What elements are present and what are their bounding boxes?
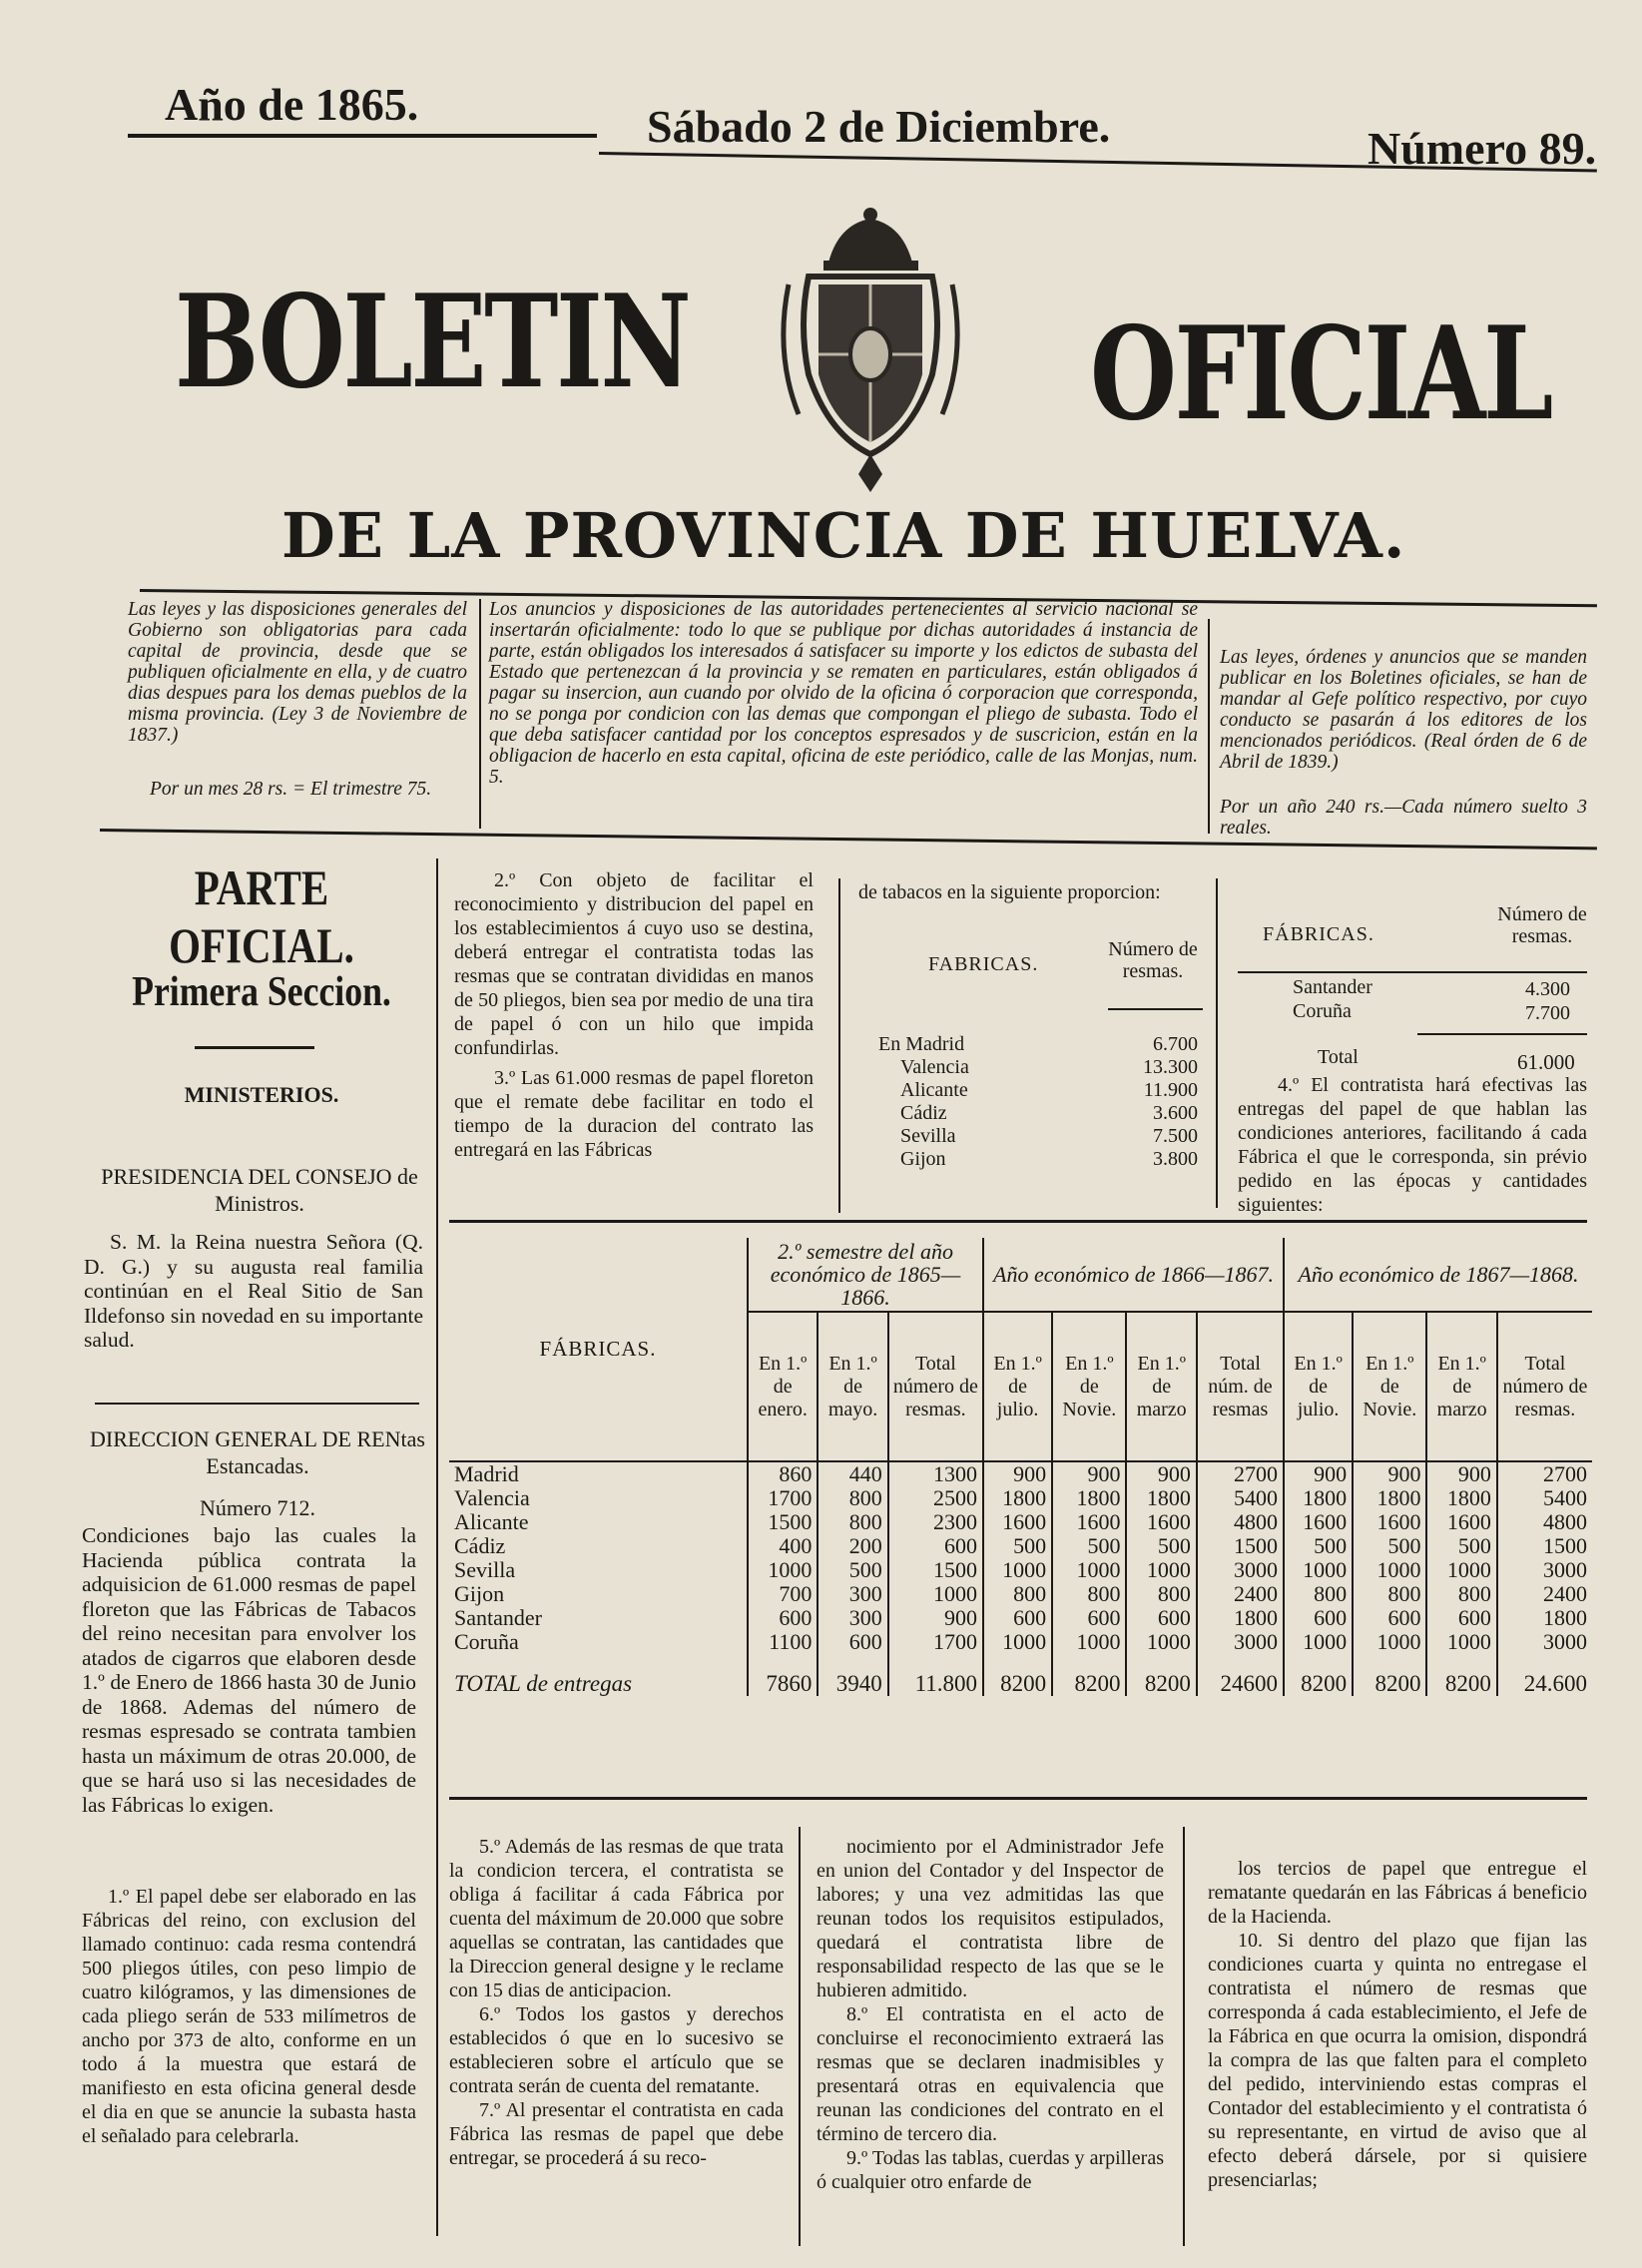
- delivery-cell: 800: [1052, 1582, 1126, 1606]
- delivery-cell: 600: [888, 1534, 983, 1558]
- delivery-cell: 1600: [1284, 1510, 1353, 1534]
- delivery-cell: 900: [983, 1461, 1052, 1486]
- paragraph: 5.º Además de las resmas de que trata la condicion tercera, el contratista se obliga á facilitar á cada Fábrica por cuenta del máximum de 20.000 que sobre aquellas se contratan, las cantidades que la Direccion general designe y le reclame con 15 dias de anticipacion.: [449, 1836, 784, 2001]
- delivery-row: [449, 1461, 1592, 1486]
- delivery-cell: 700: [748, 1582, 818, 1606]
- proportion-value: 6.700: [1153, 1033, 1198, 1055]
- delivery-cell: 1000: [748, 1558, 818, 1582]
- article-1: 1.º El papel debe ser elaborado en las Fábricas del reino, con exclusion del llamado continuo: cada resma contendrá 500 pliegos útiles, con peso limpio de cuatro kilógramos, y las dimensiones de cada pliego serán de 533 milímetros de ancho por 373 de alto, conforme en un todo á la muestra que estará de manifiesto en esta oficina general desde el dia en que se anuncie la subasta hasta el señalado para celebrarla.: [82, 1886, 416, 2147]
- delivery-subcol: En 1.º de marzo: [1426, 1312, 1496, 1461]
- delivery-cell: 1800: [1284, 1486, 1353, 1510]
- delivery-cell: 900: [1126, 1461, 1196, 1486]
- delivery-factory-name: Sevilla: [454, 1557, 516, 1582]
- proportion2-col-number: Número de resmas.: [1497, 903, 1587, 947]
- proportion2-total-label: Total: [1318, 1046, 1359, 1068]
- delivery-cell: 1700: [888, 1630, 983, 1654]
- delivery-cell: 600: [748, 1606, 818, 1630]
- delivery-total-label: TOTAL de entregas: [454, 1671, 633, 1696]
- proportion-row: [878, 1056, 1198, 1079]
- delivery-cell: 1300: [888, 1461, 983, 1486]
- delivery-cell: 1000: [983, 1558, 1052, 1582]
- articles-9-10: [1208, 1857, 1587, 2192]
- delivery-cell: 1600: [1426, 1510, 1496, 1534]
- delivery-total-cell: 24.600: [1497, 1654, 1592, 1696]
- issue-date: Sábado 2 de Diciembre.: [647, 101, 1111, 152]
- delivery-subcol: Total núm. de resmas: [1197, 1312, 1284, 1461]
- proportion-table: [878, 1033, 1198, 1171]
- delivery-total-cell: 24600: [1197, 1654, 1284, 1696]
- proportion-col-factories: FABRICAS.: [928, 953, 1039, 975]
- delivery-cell: 500: [818, 1558, 887, 1582]
- table-bottom-rule: [449, 1797, 1587, 1800]
- delivery-total-cell: 3940: [818, 1654, 887, 1696]
- delivery-cell: 800: [818, 1486, 887, 1510]
- proportion-name: Sevilla: [900, 1125, 956, 1147]
- delivery-cell: 2400: [1497, 1582, 1592, 1606]
- delivery-factory-name: Alicante: [454, 1509, 529, 1534]
- proportion2-name: Coruña: [1293, 1000, 1352, 1022]
- proportion-name: En Madrid: [878, 1033, 965, 1055]
- delivery-cell: 600: [1284, 1606, 1353, 1630]
- bottom-divider-1: [799, 1827, 801, 2246]
- section-ornament: [195, 1046, 314, 1049]
- proportion-row: [878, 1033, 1198, 1056]
- delivery-subcol: En 1.º de julio.: [1284, 1312, 1353, 1461]
- delivery-cell: 300: [818, 1606, 887, 1630]
- delivery-cell: 1500: [748, 1510, 818, 1534]
- masthead-title-right: OFICIAL: [1090, 299, 1552, 449]
- delivery-group-2: Año económico de 1866—1867.: [983, 1238, 1284, 1312]
- delivery-cell: 1800: [1497, 1606, 1592, 1630]
- delivery-subcol: En 1.º de Novie.: [1052, 1312, 1126, 1461]
- proportion2-name: Santander: [1293, 976, 1372, 998]
- issue-number: Número 89.: [1368, 123, 1597, 174]
- masthead-title-left: BOLETIN: [175, 268, 690, 417]
- delivery-cell: 2300: [888, 1510, 983, 1534]
- delivery-cell: 1600: [1353, 1510, 1426, 1534]
- article-4: 4.º El contratista hará efectivas las entregas del papel de que hablan las condiciones anteriores, facilitando á cada Fábrica el que le corresponda, sin prévio pedido en las épocas y cantidades siguientes:: [1238, 1074, 1587, 1216]
- delivery-total-cell: 7860: [748, 1654, 818, 1696]
- delivery-cell: 600: [1126, 1606, 1196, 1630]
- proportion-col-number: Número de resmas.: [1108, 938, 1198, 982]
- delivery-cell: 1000: [1126, 1558, 1196, 1582]
- delivery-cell: 860: [748, 1461, 818, 1486]
- delivery-row: [449, 1630, 1592, 1654]
- delivery-total-cell: 8200: [983, 1654, 1052, 1696]
- proportion-value: 13.300: [1143, 1056, 1198, 1078]
- delivery-cell: 1100: [748, 1630, 818, 1654]
- delivery-cell: 1800: [1126, 1486, 1196, 1510]
- delivery-cell: 900: [1052, 1461, 1126, 1486]
- notice-divider-1: [479, 599, 481, 829]
- delivery-cell: 600: [818, 1630, 887, 1654]
- delivery-cell: 440: [818, 1461, 887, 1486]
- delivery-table-body: [449, 1461, 1592, 1696]
- delivery-cell: 4800: [1197, 1510, 1284, 1534]
- royal-news: S. M. la Reina nuestra Señora (Q. D. G.) y su augusta real familia continúan en el Real Sitio de San Ildefonso sin novedad en su importante salud.: [84, 1230, 423, 1352]
- bottom-divider-2: [1183, 1827, 1185, 2246]
- notice-center: Los anuncios y disposiciones de las autoridades pertenecientes al servicio nacional se insertarán oficialmente: todo lo que se publique por dichas autoridades á instancia de parte, están obligados los interesados á satisfacer su importe y los edictos de subasta del Estado que pertenezcan á la provincia y se rematen en particulares, están obligados á pagar su insercion, aun cuando por olvido de la oficina ó corporacion que corresponda, no se ponga por condicion con las demas que compongan el pliego de subasta. Todo el que deba satisfacer cantidad por los conceptos espresados y de suscricion, están en la obligacion de hacerlo en esta capital, oficina de este periódico, calle de las Monjas, num. 5.: [489, 599, 1198, 788]
- delivery-cell: 500: [1126, 1534, 1196, 1558]
- delivery-row: [449, 1534, 1592, 1558]
- delivery-cell: 900: [1426, 1461, 1496, 1486]
- delivery-total-row: [449, 1654, 1592, 1696]
- delivery-cell: 1000: [888, 1582, 983, 1606]
- delivery-cell: 800: [983, 1582, 1052, 1606]
- delivery-cell: 3000: [1497, 1630, 1592, 1654]
- delivery-cell: 1600: [1052, 1510, 1126, 1534]
- delivery-cell: 2500: [888, 1486, 983, 1510]
- proportion2-value: 7.700: [1525, 1002, 1570, 1024]
- delivery-cell: 600: [983, 1606, 1052, 1630]
- proportion2-col-factories: FÁBRICAS.: [1263, 923, 1374, 945]
- part-heading: PARTE OFICIAL.: [169, 859, 354, 973]
- paragraph: 6.º Todos los gastos y derechos establecidos ó que en lo sucesivo se establecieren sobre el artículo que se contrata serán de cuenta del rematante.: [449, 2003, 784, 2097]
- proportion-row: [878, 1125, 1198, 1148]
- delivery-cell: 1800: [1052, 1486, 1126, 1510]
- col1-divider: [436, 858, 438, 2236]
- delivery-cell: 1000: [1353, 1558, 1426, 1582]
- paragraph: los tercios de papel que entregue el rematante quedarán en las Fábricas á beneficio de la Hacienda.: [1208, 1858, 1587, 1928]
- delivery-cell: 600: [1353, 1606, 1426, 1630]
- delivery-group-1: 2.º semestre del año económico de 1865—1866.: [748, 1238, 983, 1312]
- delivery-cell: 1800: [1426, 1486, 1496, 1510]
- delivery-cell: 500: [1284, 1534, 1353, 1558]
- delivery-cell: 500: [1052, 1534, 1126, 1558]
- delivery-cell: 1800: [983, 1486, 1052, 1510]
- delivery-factory-name: Cádiz: [454, 1533, 506, 1558]
- delivery-cell: 500: [1353, 1534, 1426, 1558]
- delivery-cell: 1000: [1052, 1558, 1126, 1582]
- delivery-cell: 400: [748, 1534, 818, 1558]
- article-3: 3.º Las 61.000 resmas de papel floreton que el remate debe facilitar en todo el tiempo de la duracion del contrato las entregará en las Fábricas: [454, 1067, 814, 1161]
- delivery-subcol: En 1.º de Novie.: [1353, 1312, 1426, 1461]
- article-2: 2.º Con objeto de facilitar el reconocimiento y distribucion del papel en los establecimientos á cuyo uso se destina, deberá entregar el contratista todas las resmas que se contratan divididas en manos de 50 pliegos, bien sea por medio de una tira de papel ó con un hilo que impida confundirlas.: [454, 869, 814, 1059]
- delivery-row: [449, 1486, 1592, 1510]
- proportion-row: [878, 1079, 1198, 1102]
- delivery-cell: 300: [818, 1582, 887, 1606]
- delivery-cell: 3000: [1197, 1630, 1284, 1654]
- delivery-cell: 2700: [1197, 1461, 1284, 1486]
- year: Año de 1865.: [165, 79, 419, 130]
- articles-5-7: [449, 1835, 784, 2170]
- proportion-row: [878, 1102, 1198, 1125]
- delivery-total-cell: 8200: [1426, 1654, 1496, 1696]
- delivery-subcol: En 1.º de julio.: [983, 1312, 1052, 1461]
- delivery-cell: 800: [1284, 1582, 1353, 1606]
- proportion-value: 3.800: [1153, 1148, 1198, 1170]
- delivery-cell: 800: [1126, 1582, 1196, 1606]
- royal-coat-of-arms-icon: [769, 205, 973, 494]
- proportion-name: Alicante: [900, 1079, 968, 1101]
- delivery-cell: 1700: [748, 1486, 818, 1510]
- proportion2-value: 4.300: [1525, 978, 1570, 1000]
- delivery-cell: 1000: [1126, 1630, 1196, 1654]
- proportion-value: 11.900: [1143, 1079, 1198, 1101]
- delivery-cell: 1000: [1426, 1558, 1496, 1582]
- header-rule-left: [128, 134, 597, 138]
- delivery-cell: 500: [983, 1534, 1052, 1558]
- delivery-total-cell: 8200: [1353, 1654, 1426, 1696]
- delivery-cell: 800: [1353, 1582, 1426, 1606]
- delivery-cell: 800: [818, 1510, 887, 1534]
- delivery-cell: 200: [818, 1534, 887, 1558]
- delivery-table: [449, 1238, 1592, 1696]
- delivery-cell: 800: [1426, 1582, 1496, 1606]
- proportion-row: [878, 1148, 1198, 1171]
- paragraph: 7.º Al presentar el contratista en cada Fábrica las resmas de papel que debe entregar, se procederá á su reco-: [449, 2099, 784, 2169]
- paragraph: 8.º El contratista en el acto de concluirse el reconocimiento extraerá las resmas que se declaren inadmisibles y presentará otras en equivalencia que reunan las condiciones del contrato en el término de tercero dia.: [817, 2003, 1164, 2145]
- delivery-cell: 1500: [1497, 1534, 1592, 1558]
- col3-divider: [1216, 878, 1218, 1208]
- delivery-cell: 900: [1353, 1461, 1426, 1486]
- delivery-cell: 1000: [1353, 1630, 1426, 1654]
- paragraph: 9.º Todas las tablas, cuerdas y arpilleras ó cualquier otro enfarde de: [817, 2147, 1164, 2193]
- delivery-row: [449, 1558, 1592, 1582]
- delivery-cell: 900: [1284, 1461, 1353, 1486]
- proportion-name: Valencia: [900, 1056, 969, 1078]
- delivery-cell: 1500: [888, 1558, 983, 1582]
- col2-divider: [838, 878, 840, 1213]
- delivery-cell: 5400: [1497, 1486, 1592, 1510]
- notice-right-price: Por un año 240 rs.—Cada número suelto 3 reales.: [1220, 797, 1587, 839]
- delivery-subcol: En 1.º de enero.: [748, 1312, 818, 1461]
- delivery-factory-name: Coruña: [454, 1629, 519, 1654]
- notice-left: Las leyes y las disposiciones generales del Gobierno son obligatorias para cada capital de provincia, desde que se publiquen oficialmente en ella, y de cuatro dias despues para los demas pueblos de la misma provincia. (Ley 3 de Noviembre de 1837.): [128, 599, 467, 746]
- delivery-cell: 1000: [1284, 1630, 1353, 1654]
- proportion-name: Gijon: [900, 1148, 946, 1170]
- notice-left-price: Por un mes 28 rs. = El trimestre 75.: [150, 779, 432, 800]
- delivery-cell: 2700: [1497, 1461, 1592, 1486]
- delivery-factory-name: Santander: [454, 1605, 542, 1630]
- delivery-subcol: Total número de resmas.: [888, 1312, 983, 1461]
- direction-heading: DIRECCION GENERAL DE RENtas Estancadas.: [90, 1426, 425, 1478]
- proportion-value: 7.500: [1153, 1125, 1198, 1147]
- proportion-value: 3.600: [1153, 1102, 1198, 1124]
- delivery-subcol: Total número de resmas.: [1497, 1312, 1592, 1461]
- proportion-rule: [1108, 1008, 1203, 1010]
- paragraph: 10. Si dentro del plazo que fijan las condiciones cuarta y quinta no entregase el contratista el número de resmas que corresponda á cada establecimiento, el Jefe de la Fábrica en que ocurra la omision, dispondrá la compra de las que falten para el completo del pedido, interviniendo estas compras el Contador del establecimiento y el contratista ó su representante, en virtud de aviso que al efecto deberá dársele, por si quisiere presenciarlas;: [1208, 1930, 1587, 2191]
- delivery-subcol: En 1.º de marzo: [1126, 1312, 1196, 1461]
- delivery-cell: 1600: [983, 1510, 1052, 1534]
- presidency-heading: PRESIDENCIA DEL CONSEJO de Ministros.: [101, 1164, 418, 1216]
- proportion-intro: de tabacos en la siguiente proporcion:: [858, 881, 1161, 903]
- delivery-factory-name: Madrid: [454, 1461, 519, 1486]
- notice-right: Las leyes, órdenes y anuncios que se manden publicar en los Boletines oficiales, se han de mandar al Gefe político respectivo, por cuyo conducto se pasarán á los editores de los mencionados periódicos. (Real órden de 6 de Abril de 1839.): [1220, 647, 1587, 773]
- delivery-total-cell: 11.800: [888, 1654, 983, 1696]
- delivery-cell: 600: [1426, 1606, 1496, 1630]
- delivery-col-factories: FÁBRICAS.: [539, 1337, 657, 1361]
- notice-divider-2: [1208, 619, 1210, 834]
- delivery-cell: 900: [888, 1606, 983, 1630]
- articles-7-9: [817, 1835, 1164, 2194]
- delivery-total-cell: 8200: [1284, 1654, 1353, 1696]
- delivery-factory-name: Gijon: [454, 1581, 505, 1606]
- delivery-cell: 1000: [1284, 1558, 1353, 1582]
- delivery-row: [449, 1510, 1592, 1534]
- delivery-cell: 2400: [1197, 1582, 1284, 1606]
- section-heading: Primera Seccion.: [132, 969, 391, 1015]
- delivery-cell: 1000: [983, 1630, 1052, 1654]
- delivery-cell: 4800: [1497, 1510, 1592, 1534]
- paragraph: nocimiento por el Administrador Jefe en union del Contador y del Inspector de labores; y una vez admitidas las que reunan todos los requisitos estipulados, quedará el contratista libre de responsabilidad respecto de las que se le hubieren admitido.: [817, 1836, 1164, 2001]
- delivery-cell: 500: [1426, 1534, 1496, 1558]
- delivery-cell: 1500: [1197, 1534, 1284, 1558]
- delivery-cell: 1800: [1197, 1606, 1284, 1630]
- delivery-cell: 1000: [1052, 1630, 1126, 1654]
- col1-rule: [95, 1403, 419, 1405]
- conditions-intro: Condiciones bajo las cuales la Hacienda pública contrata la adquisicion de 61.000 resmas de papel floreton que las Fábricas de Tabacos del reino necesitan para envolver los atados de cigarros que elaboren desde 1.º de Enero de 1866 hasta 30 de Junio de 1868. Ademas del número de resmas espresado se contrata tambien hasta un máximum de otras 20.000, de que se hará uso si las necesidades de las Fábricas lo exigen.: [82, 1523, 416, 1817]
- delivery-subcol: En 1.º de mayo.: [818, 1312, 887, 1461]
- delivery-row: [449, 1582, 1592, 1606]
- delivery-cell: 5400: [1197, 1486, 1284, 1510]
- delivery-cell: 1000: [1426, 1630, 1496, 1654]
- table-top-rule: [449, 1220, 1587, 1223]
- ministries-heading: MINISTERIOS.: [184, 1082, 339, 1107]
- delivery-cell: 600: [1052, 1606, 1126, 1630]
- delivery-factory-name: Valencia: [454, 1485, 530, 1510]
- delivery-group-3: Año económico de 1867—1868.: [1284, 1238, 1592, 1312]
- delivery-total-cell: 8200: [1052, 1654, 1126, 1696]
- delivery-total-cell: 8200: [1126, 1654, 1196, 1696]
- document-number: Número 712.: [199, 1495, 316, 1520]
- delivery-cell: 1600: [1126, 1510, 1196, 1534]
- proportion2-rule: [1238, 971, 1587, 973]
- delivery-cell: 3000: [1497, 1558, 1592, 1582]
- masthead-subtitle: DE LA PROVINCIA DE HUELVA.: [281, 499, 1406, 572]
- delivery-row: [449, 1606, 1592, 1630]
- proportion2-total-value: 61.000: [1517, 1050, 1575, 1074]
- proportion-name: Cádiz: [900, 1102, 947, 1124]
- delivery-cell: 3000: [1197, 1558, 1284, 1582]
- proportion2-total-rule: [1417, 1033, 1587, 1035]
- delivery-cell: 1800: [1353, 1486, 1426, 1510]
